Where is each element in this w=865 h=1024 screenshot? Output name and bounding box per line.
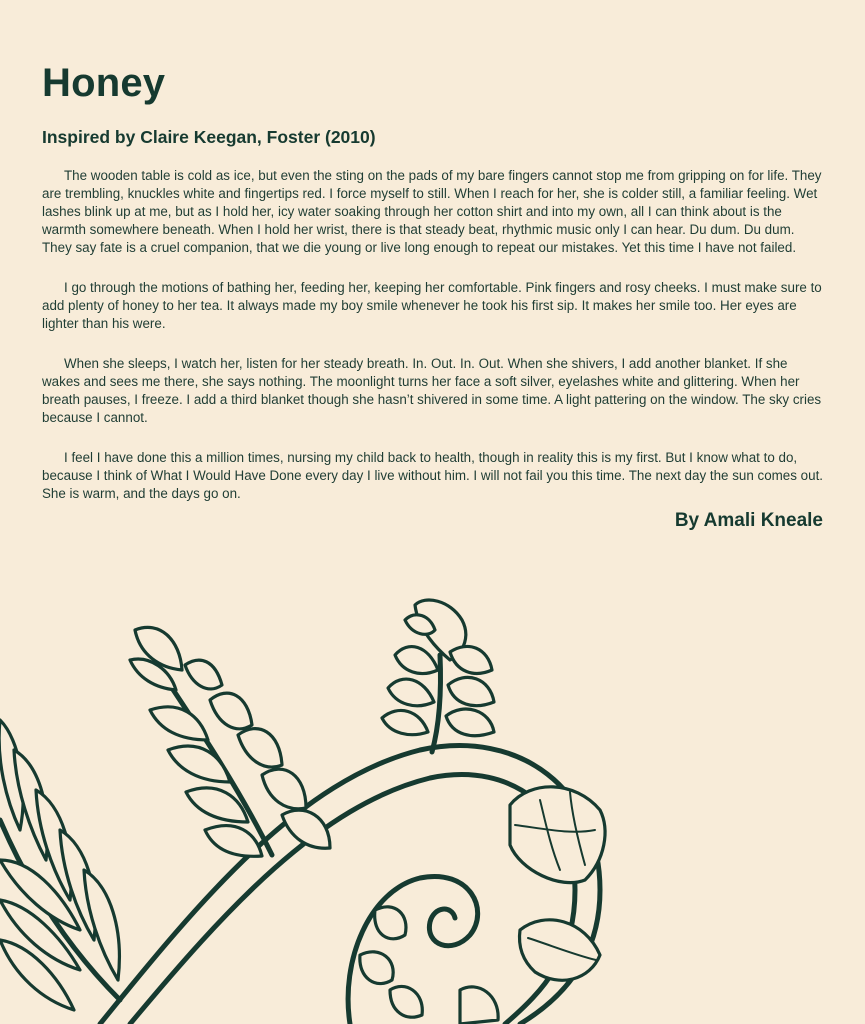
fiddlehead-spiral [348,876,498,1024]
story-body [42,167,824,503]
paragraph-3: When she sleeps, I watch her, listen for her steady breath. In. Out. In. Out. When she shivers, I add another blanket. If she wakes and sees me there, she says nothing. The moonlight turns her face a soft silver, eyelashes white and glittering. When her breath pauses, I freeze. I add a third blanket though she hasn’t shivered in some time. A light pattering on the window. The sky cries because I cannot. [42,356,822,425]
left-fern-frond [0,720,120,1010]
page-title: Honey [42,61,166,105]
paragraph-4: I feel I have done this a million times, nursing my child back to health, though in reality this is my first. But I know what to do, because I think of What I Would Have Done every day I live without him. I will not fail you this time. The next day the sun comes out. She is warm, and the days go on. [42,450,824,501]
fern-illustration [0,560,865,1024]
top-fern-frond [382,600,494,752]
main-stem-inner [130,775,575,1024]
paragraph-2: I go through the motions of bathing her, feeding her, keeping her comfortable. Pink fingers and rosy cheeks. I must make sure to add plenty of honey to her tea. It always made my boy smile whenever he took his first sip. It makes her smile too. Her eyes are lighter than his were. [42,280,822,331]
right-leaf-cluster [510,787,605,980]
article [42,58,824,525]
author-byline: By Amali Kneale [674,510,823,531]
page-subtitle: Inspired by Claire Keegan, Foster (2010) [42,127,376,147]
center-left-fern-frond [130,627,330,856]
paragraph-1: The wooden table is cold as ice, but even the sting on the pads of my bare fingers cannot stop me from gripping on for life. They are trembling, knuckles white and fingertips red. I force myself to still. When I reach for her, she is colder still, a familiar feeling. Wet lashes blink up at me, but as I hold her, icy water soaking through her cotton shirt and into my own, all I can think about is the warmth somewhere beneath. When I hold her wrist, there is that steady beat, rhythmic music only I can hear. Du dum. Du dum. They say fate is a cruel companion, that we die young or live long enough to repeat our mistakes. Yet this time I have not failed. [42,168,822,255]
